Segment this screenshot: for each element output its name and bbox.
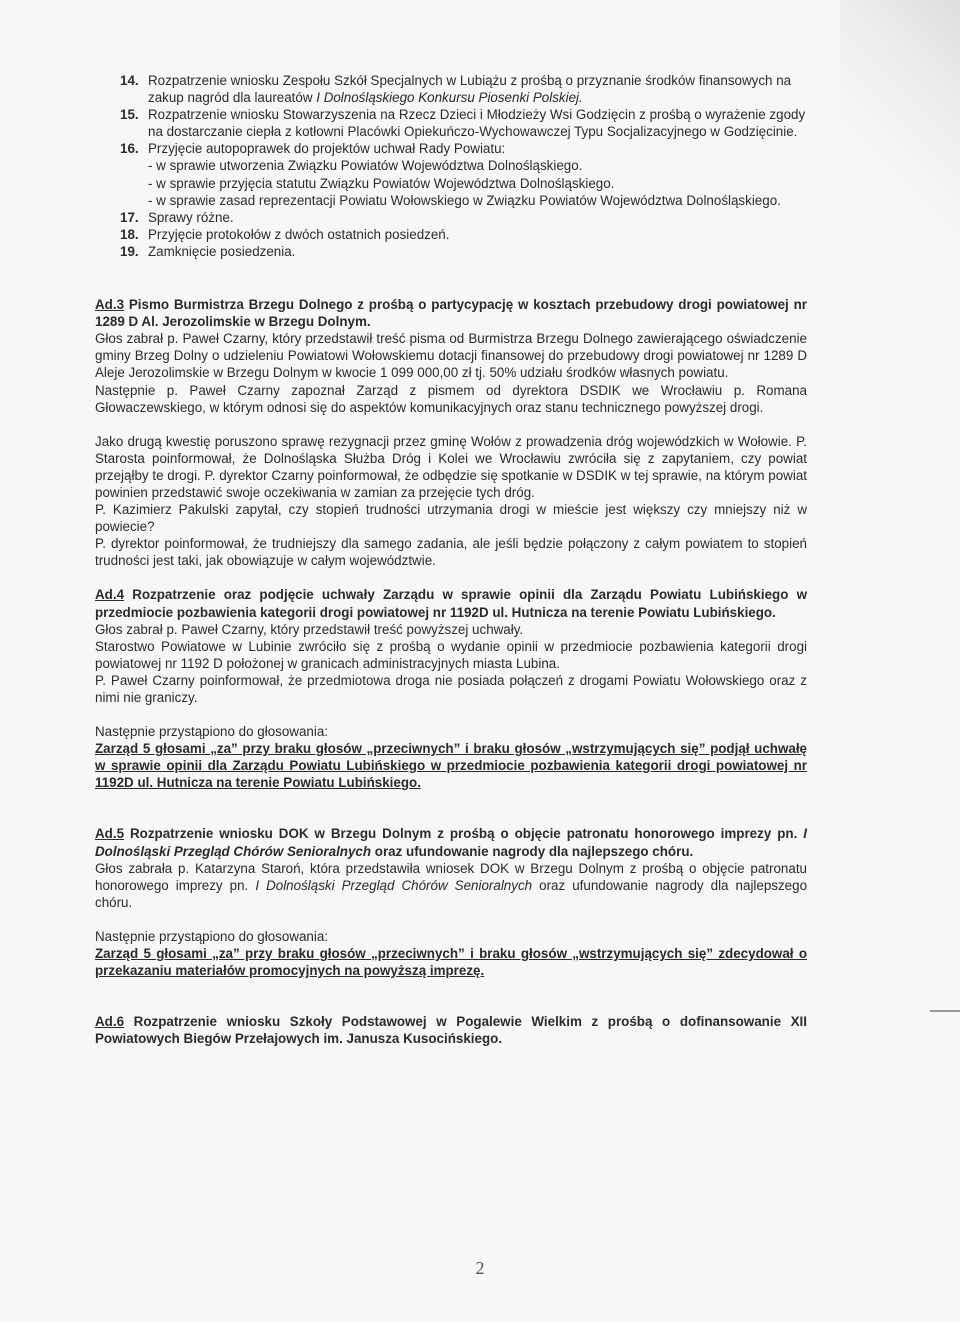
section-heading-ad4 bbox=[95, 586, 807, 620]
section-title: Rozpatrzenie wniosku Szkoły Podstawowej w Pogalewie Wielkim z prośbą o dofinansowanie XII Powiatowych Biegów Przełajowych im. Janusza Kusocińskiego. bbox=[95, 1014, 807, 1047]
section-label: Ad.4 bbox=[95, 587, 125, 603]
section-heading-ad3 bbox=[95, 296, 807, 330]
paragraph: Starostwo Powiatowe w Lubinie zwróciło się z prośbą o wydanie opinii w przedmiocie pozbawienia kategorii drogi powiatowej nr 1192 D położonej w granicach administracyjnych miasta Lubina. bbox=[95, 638, 807, 671]
paragraph: Następnie p. Paweł Czarny zapoznał Zarząd z pismem od dyrektora DSDIK we Wrocławiu p. Romana Głowaczewskiego, w którym odnosi się do aspektów komunikacyjnych oraz stanu technicznego powyższej drogi. bbox=[95, 382, 807, 415]
paragraph-text: Głos zabrała p. Katarzyna Staroń, która przedstawiła wniosek DOK w Brzegu Dolnym z prośbą o objęcie patronatu honorowego imprezy pn. bbox=[95, 860, 807, 893]
agenda-item-18 bbox=[95, 226, 807, 243]
scan-shadow bbox=[840, 0, 960, 240]
section-heading-ad5 bbox=[95, 825, 807, 859]
agenda-item-text: Przyjęcie protokołów z dwóch ostatnich posiedzeń. bbox=[148, 226, 450, 242]
agenda-item-text: Rozpatrzenie wniosku Zespołu Szkół Specjalnych w Lubiążu z prośbą o przyznanie środków finansowych na zakup nagród dla laureatów bbox=[148, 73, 792, 106]
agenda-item-16 bbox=[95, 140, 807, 208]
paragraph: P. Kazimierz Pakulski zapytał, czy stopień trudności utrzymania drogi w mieście jest większy czy mniejszy niż w powiecie? bbox=[95, 502, 807, 535]
scan-edge-mark bbox=[930, 1010, 960, 1012]
section-heading-ad6 bbox=[95, 1013, 807, 1047]
agenda-item-17 bbox=[95, 209, 807, 226]
agenda-item-number: 15. bbox=[120, 107, 139, 123]
paragraph: Głos zabrał p. Paweł Czarny, który przedstawił treść pisma od Burmistrza Brzegu Dolnego zawierającego oświadczenie gminy Brzeg Dolny o udzieleniu Powiatowi Wołowskiemu dotacji finansowej do przebudowy drogi powiatowej nr 1289 D Aleje Jerozolimskie w Brzegu Dolnym w kwocie 1 099 000,00 zł tj. 50% udziału środków własnych powiatu. bbox=[95, 331, 807, 381]
document-page bbox=[95, 72, 807, 1047]
vote-result: Zarząd 5 głosami „za” przy braku głosów „przeciwnych” i braku głosów „wstrzymujących się” zdecydował o przekazaniu materiałów promocyjnych na powyższą imprezę. bbox=[95, 946, 807, 979]
paragraph: Głos zabrał p. Paweł Czarny, który przedstawił treść powyższej uchwały. bbox=[95, 621, 524, 637]
paragraph: P. Paweł Czarny poinformował, że przedmiotowa droga nie posiada połączeń z drogami Powiatu Wołowskiego oraz z nimi nie graniczy. bbox=[95, 672, 807, 705]
agenda-item-15 bbox=[95, 106, 807, 140]
section-title-end: oraz ufundowanie nagrody dla najlepszego chóru. bbox=[371, 843, 694, 859]
agenda-item-text: Rozpatrzenie wniosku Stowarzyszenia na Rzecz Dzieci i Młodzieży Wsi Godzięcin z prośbą o wyrażenie zgody na dostarczanie ciepła z kotłowni Placówki Opiekuńczo-Wychowawczej Typu Socjalizacyjnego w Godzięcinie. bbox=[148, 107, 806, 140]
vote-intro: Następnie przystąpiono do głosowania: bbox=[95, 928, 328, 944]
section-title: Rozpatrzenie oraz podjęcie uchwały Zarządu w sprawie opinii dla Zarządu Powiatu Lubińskiego w przedmiocie pozbawienia kategorii drogi powiatowej nr 1192D ul. Hutnicza na terenie Powiatu Lubińskiego. bbox=[95, 587, 807, 620]
event-name: I Dolnośląski Przegląd Chórów Senioralnych bbox=[255, 877, 533, 893]
page-number: 2 bbox=[475, 1258, 485, 1278]
agenda-item-14 bbox=[95, 72, 807, 106]
agenda-item-19 bbox=[95, 243, 807, 260]
agenda-item-number: 17. bbox=[120, 209, 139, 225]
paragraph bbox=[95, 860, 807, 911]
agenda-subitem: - w sprawie zasad reprezentacji Powiatu Wołowskiego w Związku Powiatów Województwa Dolnośląskiego. bbox=[148, 192, 781, 208]
agenda-subitem: - w sprawie utworzenia Związku Powiatów Województwa Dolnośląskiego. bbox=[148, 158, 583, 174]
paragraph: Jako drugą kwestię poruszono sprawę rezygnacji przez gminę Wołów z prowadzenia dróg wojewódzkich w Wołowie. P. Starosta poinformował, że Dolnośląska Służba Dróg i Kolei we Wrocławiu zwróciła się z zapytaniem, czy powiat przejąłby te drogi. P. dyrektor Czarny poinformował, że odbędzie się spotkanie w DSDIK w tej sprawie, na którym powiat powinien przedstawić swoje oczekiwania w zamian za przejęcie tych dróg. bbox=[95, 433, 807, 500]
vote-intro: Następnie przystąpiono do głosowania: bbox=[95, 724, 328, 740]
paragraph: P. dyrektor poinformował, że trudniejszy dla samego zadania, ale jeśli będzie połączony z całym powiatem to stopień trudności jest taki, jak obowiązuje w całym województwie. bbox=[95, 536, 807, 569]
agenda-item-text: Przyjęcie autopoprawek do projektów uchwał Rady Powiatu: bbox=[148, 141, 506, 157]
event-name: I Dolnośląski Przegląd Chórów Senioralnych bbox=[95, 826, 807, 859]
paragraph-text-end: oraz ufundowanie nagrody dla najlepszego chóru. bbox=[95, 877, 808, 910]
agenda-item-number: 19. bbox=[120, 243, 139, 259]
agenda-item-number: 16. bbox=[120, 141, 139, 157]
agenda-list bbox=[95, 72, 807, 260]
agenda-item-number: 14. bbox=[120, 73, 139, 88]
section-label: Ad.3 bbox=[95, 297, 125, 313]
agenda-item-text: Zamknięcie posiedzenia. bbox=[148, 243, 296, 259]
agenda-item-text-italic: I Dolnośląskiego Konkursu Piosenki Polskiej. bbox=[316, 90, 583, 106]
agenda-item-text: Sprawy różne. bbox=[148, 209, 234, 225]
section-title: Pismo Burmistrza Brzegu Dolnego z prośbą o partycypację w kosztach przebudowy drogi powiatowej nr 1289 D Al. Jerozolimskie w Brzegu Dolnym. bbox=[95, 297, 807, 330]
agenda-item-number: 18. bbox=[120, 226, 139, 242]
section-title: Rozpatrzenie wniosku DOK w Brzegu Dolnym z prośbą o objęcie patronatu honorowego imprezy pn. bbox=[124, 826, 804, 842]
agenda-subitem: - w sprawie przyjęcia statutu Związku Powiatów Województwa Dolnośląskiego. bbox=[148, 175, 615, 191]
section-label: Ad.5 bbox=[95, 826, 125, 842]
section-label: Ad.6 bbox=[95, 1014, 125, 1030]
vote-result: Zarząd 5 głosami „za” przy braku głosów „przeciwnych” i braku głosów „wstrzymujących się” podjął uchwałę w sprawie opinii dla Zarządu Powiatu Lubińskiego w przedmiocie pozbawienia kategorii drogi powiatowej nr 1192D ul. Hutnicza na terenie Powiatu Lubińskiego. bbox=[95, 741, 807, 791]
